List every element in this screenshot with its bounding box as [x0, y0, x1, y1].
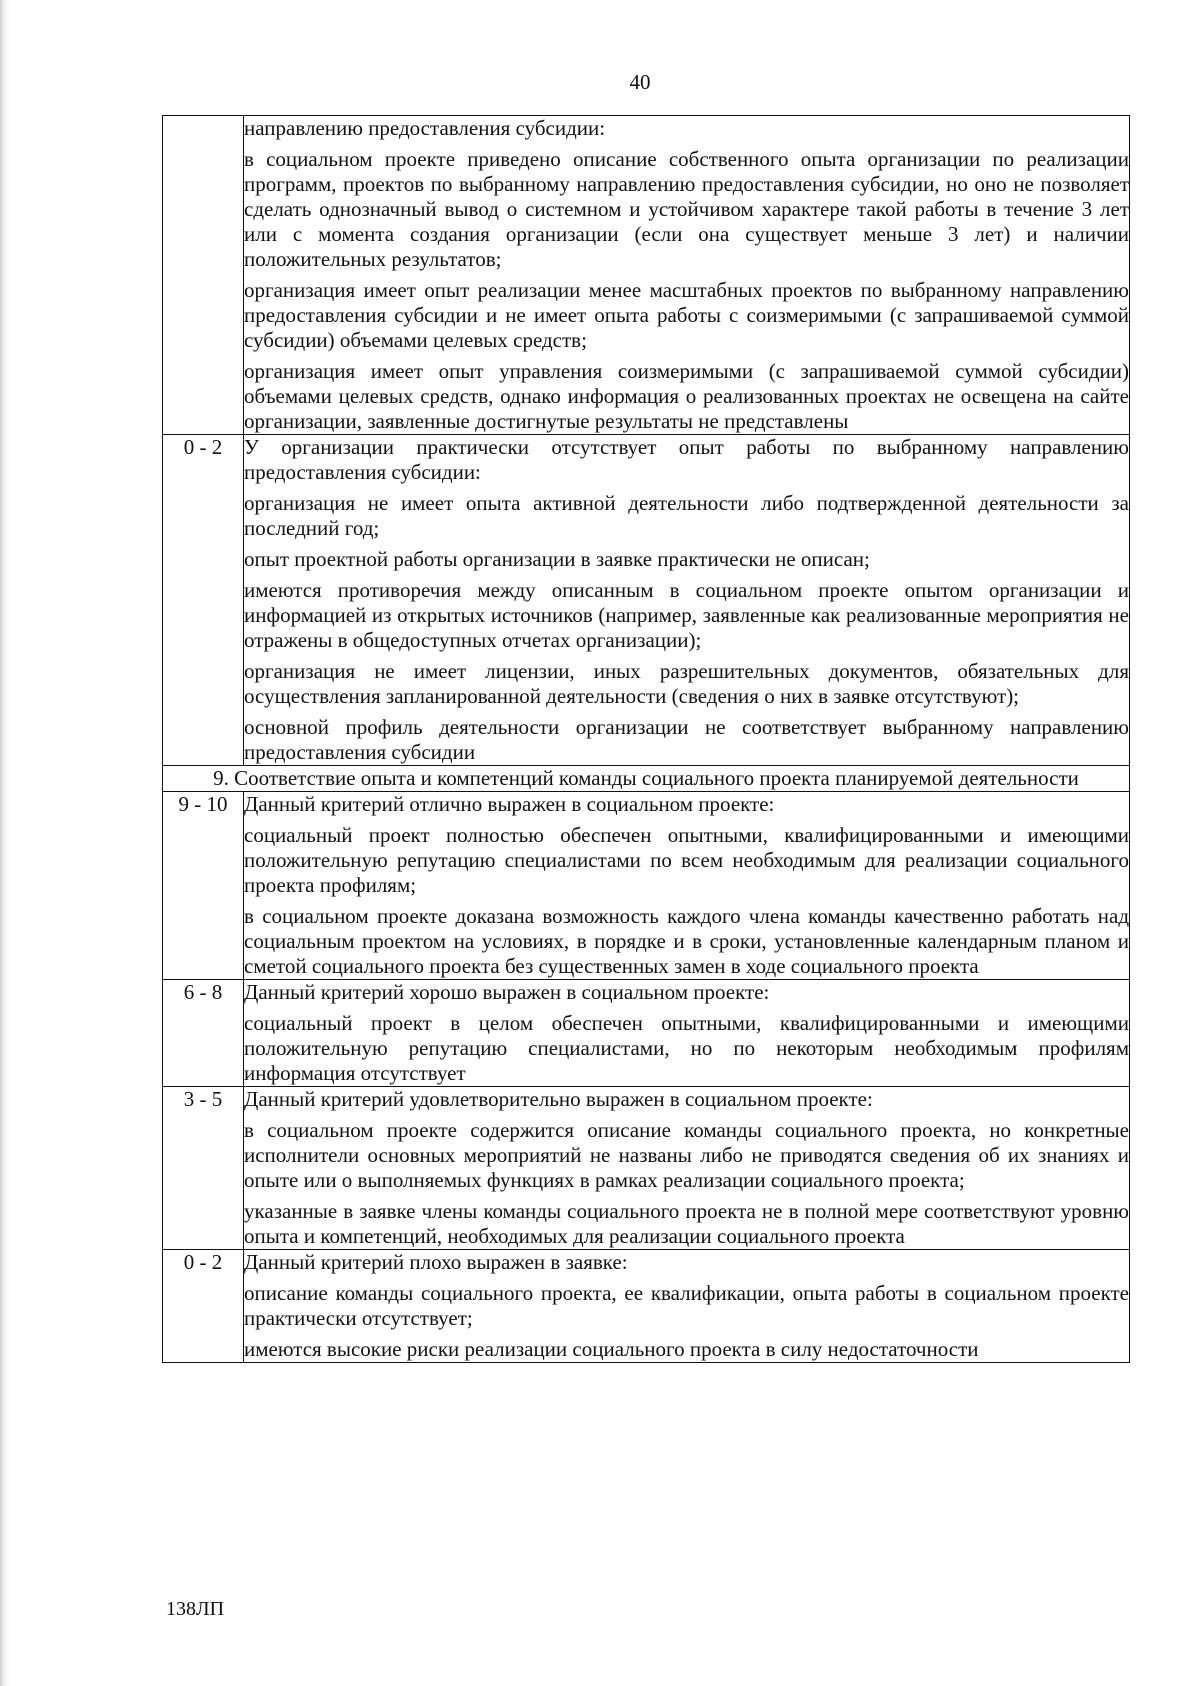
- table-row-score-0-2: [163, 1250, 1130, 1363]
- criteria-paragraph: социальный проект полностью обеспечен опытными, квалифицированными и имеющими положительную репутацию специалистами по всем необходимым для реализации социального проекта профилям;: [244, 823, 1129, 897]
- criteria-paragraph: указанные в заявке члены команды социального проекта не в полной мере соответствуют уровню опыта и компетенций, необходимых для реализации социального проекта: [244, 1199, 1129, 1248]
- criteria-description: [244, 792, 1130, 980]
- criteria-paragraph: организация не имеет лицензии, иных разрешительных документов, обязательных для осуществления запланированной деятельности (сведения о них в заявке отсутствуют);: [244, 659, 1129, 708]
- criteria-paragraph: опыт проектной работы организации в заявке практически не описан;: [244, 547, 870, 571]
- criteria-table: [162, 115, 1130, 1363]
- criteria-description: [244, 116, 1130, 435]
- criteria-paragraph: в социальном проекте содержится описание команды социального проекта, но конкретные исполнители основных мероприятий не названы либо не приводятся сведения об их знаниях и опыте или о выполняемых функциях в рамках реализации социального проекта;: [244, 1118, 1129, 1192]
- score-cell: 0 - 2: [163, 435, 244, 766]
- score-cell: 6 - 8: [163, 980, 244, 1087]
- criteria-paragraph: в социальном проекте приведено описание собственного опыта организации по реализации программ, проектов по выбранному направлению предоставления субсидии, но оно не позволяет сделать однозначный вывод о системном и устойчивом характере такой работы в течение 3 лет или с момента создания организации (если она существует меньше 3 лет) и наличии положительных результатов;: [244, 147, 1129, 271]
- criteria-description: [244, 980, 1130, 1087]
- score-cell-empty: [163, 116, 244, 435]
- criteria-paragraph: Данный критерий удовлетворительно выражен в социальном проекте:: [244, 1087, 873, 1111]
- criteria-paragraph: организация не имеет опыта активной деятельности либо подтвержденной деятельности за последний год;: [244, 491, 1129, 540]
- score-cell: 3 - 5: [163, 1087, 244, 1250]
- criteria-paragraph: имеются противоречия между описанным в социальном проекте опытом организации и информацией из открытых источников (например, заявленные как реализованные мероприятия не отражены в общедоступных отчетах организации);: [244, 578, 1129, 652]
- criteria-paragraph: социальный проект в целом обеспечен опытными, квалифицированными и имеющими положительную репутацию специалистами, но по некоторым необходимым профилям информация отсутствует: [244, 1011, 1129, 1085]
- scan-edge-shadow: [0, 0, 12, 1686]
- section-title: 9. Соответствие опыта и компетенций команды социального проекта планируемой деятельности: [163, 766, 1130, 792]
- criteria-description: [244, 1087, 1130, 1250]
- criteria-description: [244, 435, 1130, 766]
- criteria-description: [244, 1250, 1130, 1363]
- criteria-paragraph: Данный критерий плохо выражен в заявке:: [244, 1250, 628, 1274]
- criteria-paragraph: Данный критерий хорошо выражен в социальном проекте:: [244, 980, 770, 1004]
- table-row-score-3-5: [163, 1087, 1130, 1250]
- criteria-paragraph: имеются высокие риски реализации социального проекта в силу недостаточности: [244, 1337, 979, 1361]
- criteria-paragraph: основной профиль деятельности организации не соответствует выбранному направлению предоставления субсидии: [244, 715, 1129, 764]
- table-row-score-9-10: [163, 792, 1130, 980]
- score-cell: 0 - 2: [163, 1250, 244, 1363]
- criteria-paragraph: организация имеет опыт управления соизмеримыми (с запрашиваемой суммой субсидии) объемами целевых средств, однако информация о реализованных проектах не освещена на сайте организации, заявленные достигнутые результаты не представлены: [244, 359, 1129, 433]
- table-row-score-0-2: [163, 435, 1130, 766]
- criteria-paragraph: направлению предоставления субсидии:: [244, 116, 606, 140]
- criteria-paragraph: описание команды социального проекта, ее квалификации, опыта работы в социальном проекте практически отсутствует;: [244, 1281, 1129, 1330]
- page-number: 40: [629, 70, 651, 94]
- score-cell: 9 - 10: [163, 792, 244, 980]
- criteria-paragraph: в социальном проекте доказана возможность каждого члена команды качественно работать над социальным проектом на условиях, в порядке и в сроки, установленные календарным планом и сметой социального проекта без существенных замен в ходе социального проекта: [244, 904, 1129, 978]
- table-row-continuation: [163, 116, 1130, 435]
- criteria-paragraph: У организации практически отсутствует опыт работы по выбранному направлению предоставления субсидии:: [244, 435, 1129, 484]
- document-code: 138ЛП: [166, 1598, 225, 1620]
- criteria-paragraph: Данный критерий отлично выражен в социальном проекте:: [244, 792, 775, 816]
- criteria-paragraph: организация имеет опыт реализации менее масштабных проектов по выбранному направлению предоставления субсидии и не имеет опыта работы с соизмеримыми (с запрашиваемой суммой субсидии) объемами целевых средств;: [244, 278, 1129, 352]
- section-heading-row: [163, 766, 1130, 792]
- table-row-score-6-8: [163, 980, 1130, 1087]
